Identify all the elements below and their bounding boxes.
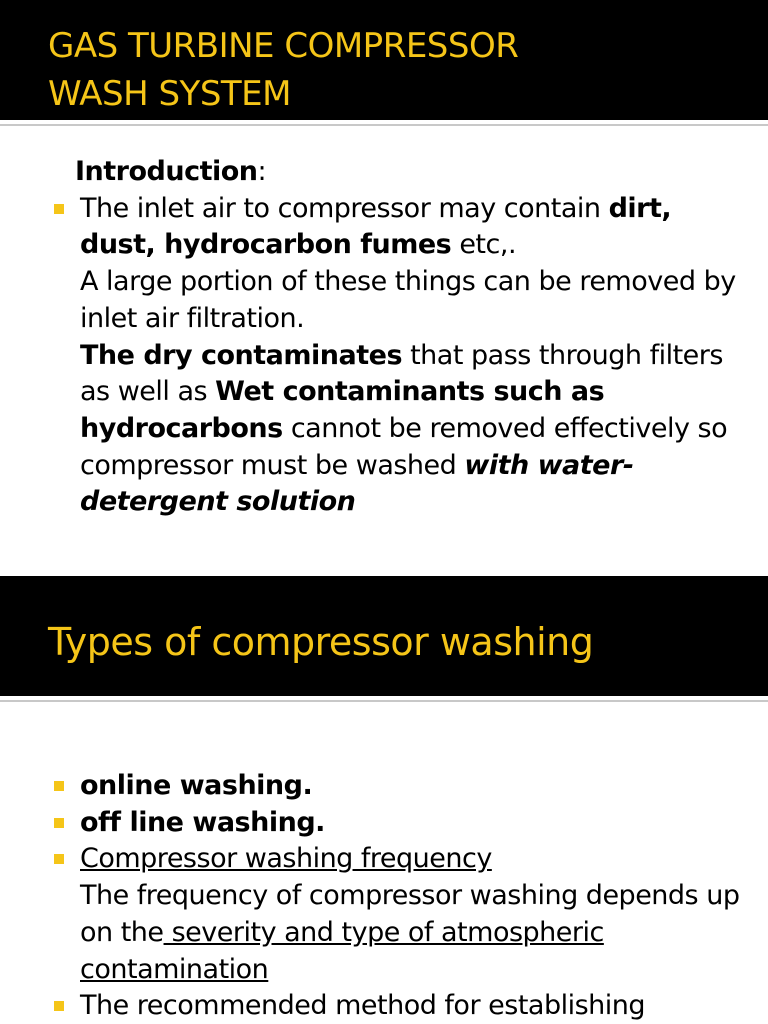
slide-2	[0, 576, 768, 1024]
divider	[0, 124, 768, 126]
title-bar	[0, 576, 768, 696]
bullet-item	[0, 191, 768, 521]
paragraph-1: The inlet air to compressor may contain dirt, dust, hydrocarbon fumes etc,.	[80, 192, 672, 261]
slide-title	[48, 22, 518, 118]
divider	[0, 700, 768, 702]
paragraph-3: The dry contaminates that pass through filters as well as Wet contaminants such as hydrocarbons cannot be removed effectively so compressor must be washed with water-detergent solution	[80, 339, 728, 518]
bullet-item: online washing.	[0, 768, 768, 805]
slide-title: Types of compressor washing	[48, 620, 594, 664]
paragraph-2: A large portion of these things can be removed by inlet air filtration.	[80, 266, 736, 334]
square-bullet-icon	[54, 818, 64, 828]
square-bullet-icon	[54, 781, 64, 791]
title-bar	[0, 0, 768, 120]
bullet-item: The recommended method for establishing	[0, 988, 768, 1024]
square-bullet-icon	[54, 204, 64, 214]
bullet-item: off line washing.	[0, 805, 768, 842]
title-line-2: WASH SYSTEM	[48, 74, 291, 114]
slide-body	[0, 768, 768, 1024]
title-line-1: GAS TURBINE COMPRESSOR	[48, 26, 519, 66]
bullet-item: Compressor washing frequency The frequency of compressor washing depends up on the severity and type of atmospheric contamination	[0, 841, 768, 988]
slide-body	[0, 154, 768, 521]
square-bullet-icon	[54, 854, 64, 864]
square-bullet-icon	[54, 1001, 64, 1011]
intro-heading: Introduction:	[75, 156, 267, 187]
